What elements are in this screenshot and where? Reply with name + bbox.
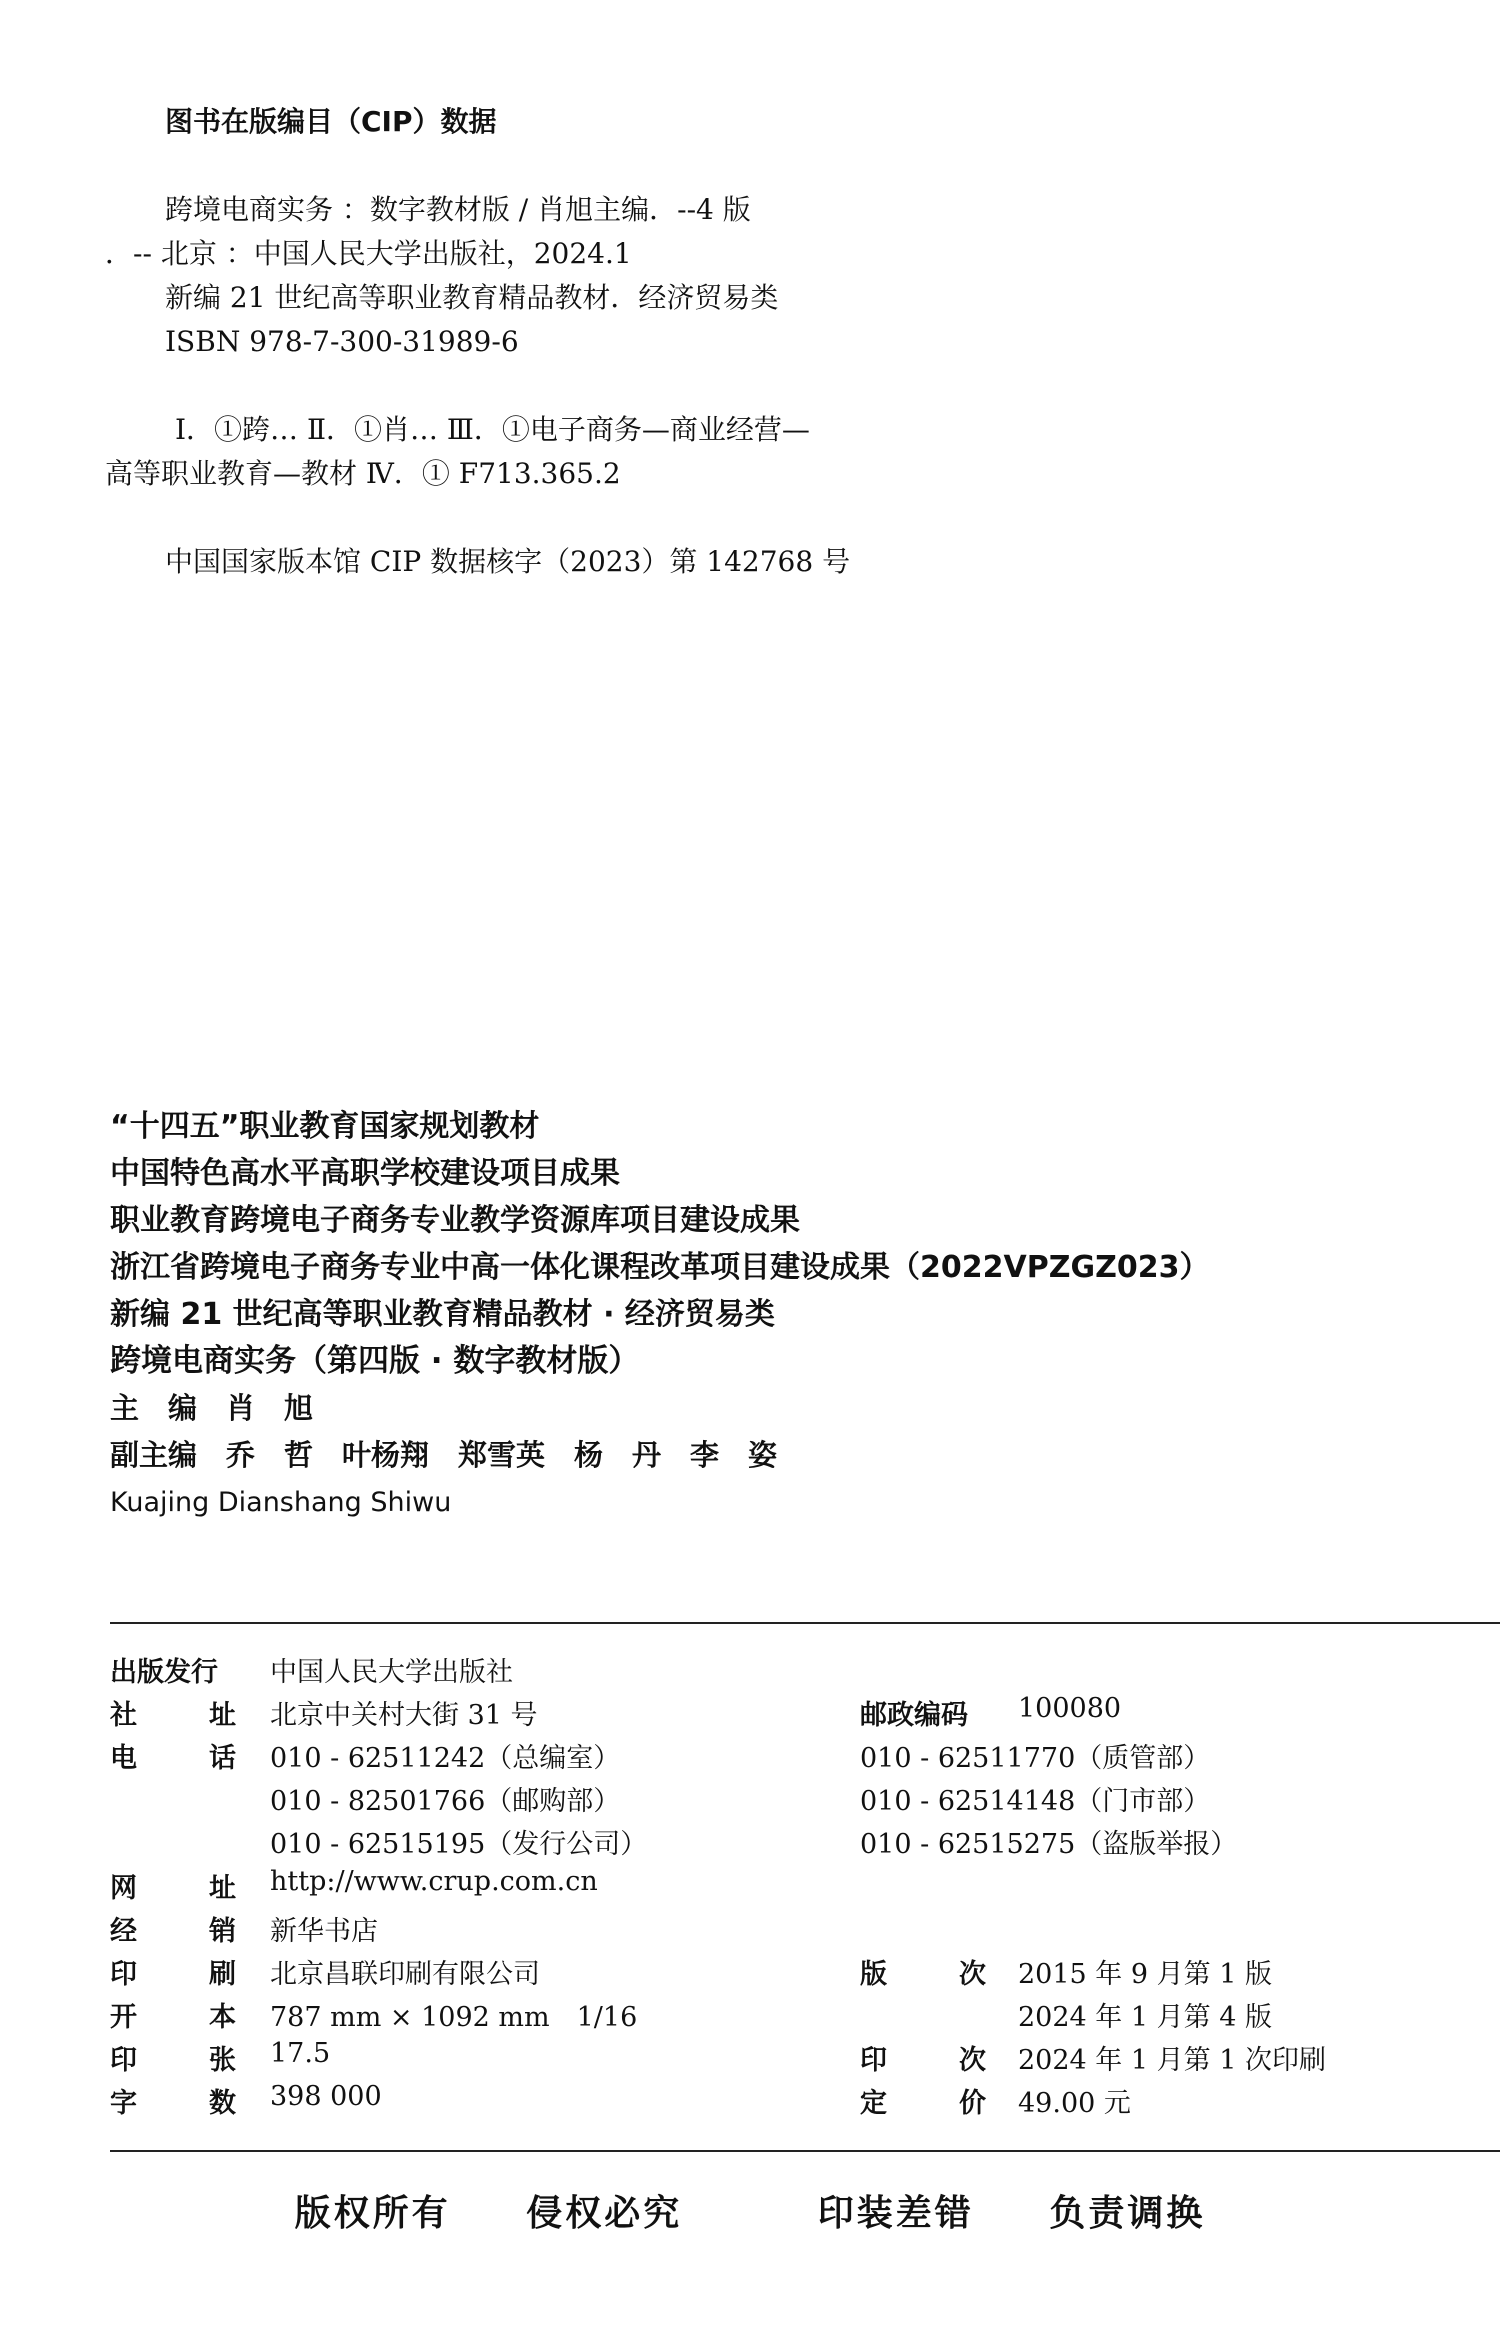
phone-right-3: 010 - 62515275（盗版举报）: [860, 1829, 1238, 1860]
address-value: 北京中关村大街 31 号: [270, 1700, 538, 1731]
book-title: 跨境电商实务（第四版 · 数字教材版）: [110, 1343, 640, 1379]
series-block: [110, 1103, 1470, 1526]
cip-block: [105, 100, 1365, 584]
postcode-value: 100080: [1018, 1693, 1122, 1724]
postcode-label: 邮政编码: [860, 1700, 968, 1731]
bottom-divider: [110, 2150, 1500, 2152]
slogan-part-3: 印装差错: [817, 2193, 974, 2234]
series-line-5: 新编 21 世纪高等职业教育精品教材 · 经济贸易类: [110, 1297, 775, 1332]
printing-value: 2024 年 1 月第 1 次印刷: [1018, 2045, 1326, 2076]
publication-info: [110, 1650, 1500, 2140]
cip-record-number: 中国国家版本馆 CIP 数据核字（2023）第 142768 号: [165, 545, 851, 578]
address-label: 社 址: [110, 1700, 236, 1731]
edition-value-2: 2024 年 1 月第 4 版: [1018, 2002, 1272, 2033]
price-value: 49.00 元: [1018, 2088, 1131, 2119]
cip-publisher-line: ．-- 北京 ：中国人民大学出版社，2024.1: [105, 237, 632, 270]
cip-classification-line: Ⅰ．①跨… Ⅱ．①肖… Ⅲ．①电子商务—商业经营—: [175, 413, 810, 446]
slogan-part-4: 负责调换: [1049, 2193, 1206, 2234]
deputy-editor-line: [110, 1432, 1470, 1479]
cip-title-line: 跨境电商实务 ：数字教材版 / 肖旭主编．--4 版: [165, 193, 751, 226]
phone-right-1: 010 - 62511770（质管部）: [860, 1743, 1211, 1774]
slogan-part-1: 版权所有: [294, 2193, 451, 2234]
distributor-label: 经 销: [110, 1916, 236, 1947]
edition-label: 版 次: [860, 1959, 986, 1990]
format-value: 787 mm × 1092 mm 1/16: [270, 2002, 638, 2033]
series-line-2: 中国特色高水平高职学校建设项目成果: [110, 1156, 620, 1191]
printer-value: 北京昌联印刷有限公司: [270, 1959, 540, 1990]
phone-left-3: 010 - 62515195（发行公司）: [270, 1829, 648, 1860]
deputy-editor-label: 副主编: [110, 1438, 198, 1472]
copyright-slogan: [0, 2185, 1500, 2236]
phone-left-1: 010 - 62511242（总编室）: [270, 1743, 621, 1774]
edition-value-1: 2015 年 9 月第 1 版: [1018, 1959, 1272, 1990]
distributor-value: 新华书店: [270, 1916, 378, 1947]
format-label: 开 本: [110, 2002, 236, 2033]
sheets-label: 印 张: [110, 2045, 236, 2076]
printing-label: 印 次: [860, 2045, 986, 2076]
cip-isbn-line: ISBN 978-7-300-31989-6: [165, 325, 519, 358]
website-link[interactable]: http://www.crup.com.cn: [270, 1866, 598, 1897]
series-line-3: 职业教育跨境电子商务专业教学资源库项目建设成果: [110, 1203, 800, 1238]
chief-editor-name: 肖 旭: [226, 1391, 314, 1425]
chief-editor-label: 主 编: [110, 1391, 198, 1425]
sheets-value: 17.5: [270, 2038, 331, 2069]
deputy-editor-names: 乔 哲 叶杨翔 郑雪英 杨 丹 李 姿: [226, 1438, 778, 1472]
series-line-4: 浙江省跨境电子商务专业中高一体化课程改革项目建设成果（2022VPZGZ023）: [110, 1250, 1210, 1285]
cip-series-line: 新编 21 世纪高等职业教育精品教材．经济贸易类: [165, 281, 779, 314]
printer-label: 印 刷: [110, 1959, 236, 1990]
slogan-part-2: 侵权必究: [526, 2193, 683, 2234]
website-label: 网 址: [110, 1873, 236, 1904]
price-label: 定 价: [860, 2088, 986, 2119]
phone-right-2: 010 - 62514148（门市部）: [860, 1786, 1211, 1817]
phone-left-2: 010 - 82501766（邮购部）: [270, 1786, 621, 1817]
pinyin-title: Kuajing Dianshang Shiwu: [110, 1487, 452, 1518]
cip-classification-line-2: 高等职业教育—教材 Ⅳ．① F713.365.2: [105, 457, 621, 490]
top-divider: [110, 1622, 1500, 1624]
series-line-1: “十四五”职业教育国家规划教材: [110, 1109, 540, 1144]
cip-heading: 图书在版编目（CIP）数据: [165, 105, 497, 138]
chief-editor-line: [110, 1385, 1470, 1432]
publisher-label: 出版发行: [110, 1657, 218, 1688]
phone-label: 电 话: [110, 1743, 236, 1774]
words-value: 398 000: [270, 2081, 382, 2112]
publisher-value: 中国人民大学出版社: [270, 1657, 513, 1688]
words-label: 字 数: [110, 2088, 236, 2119]
